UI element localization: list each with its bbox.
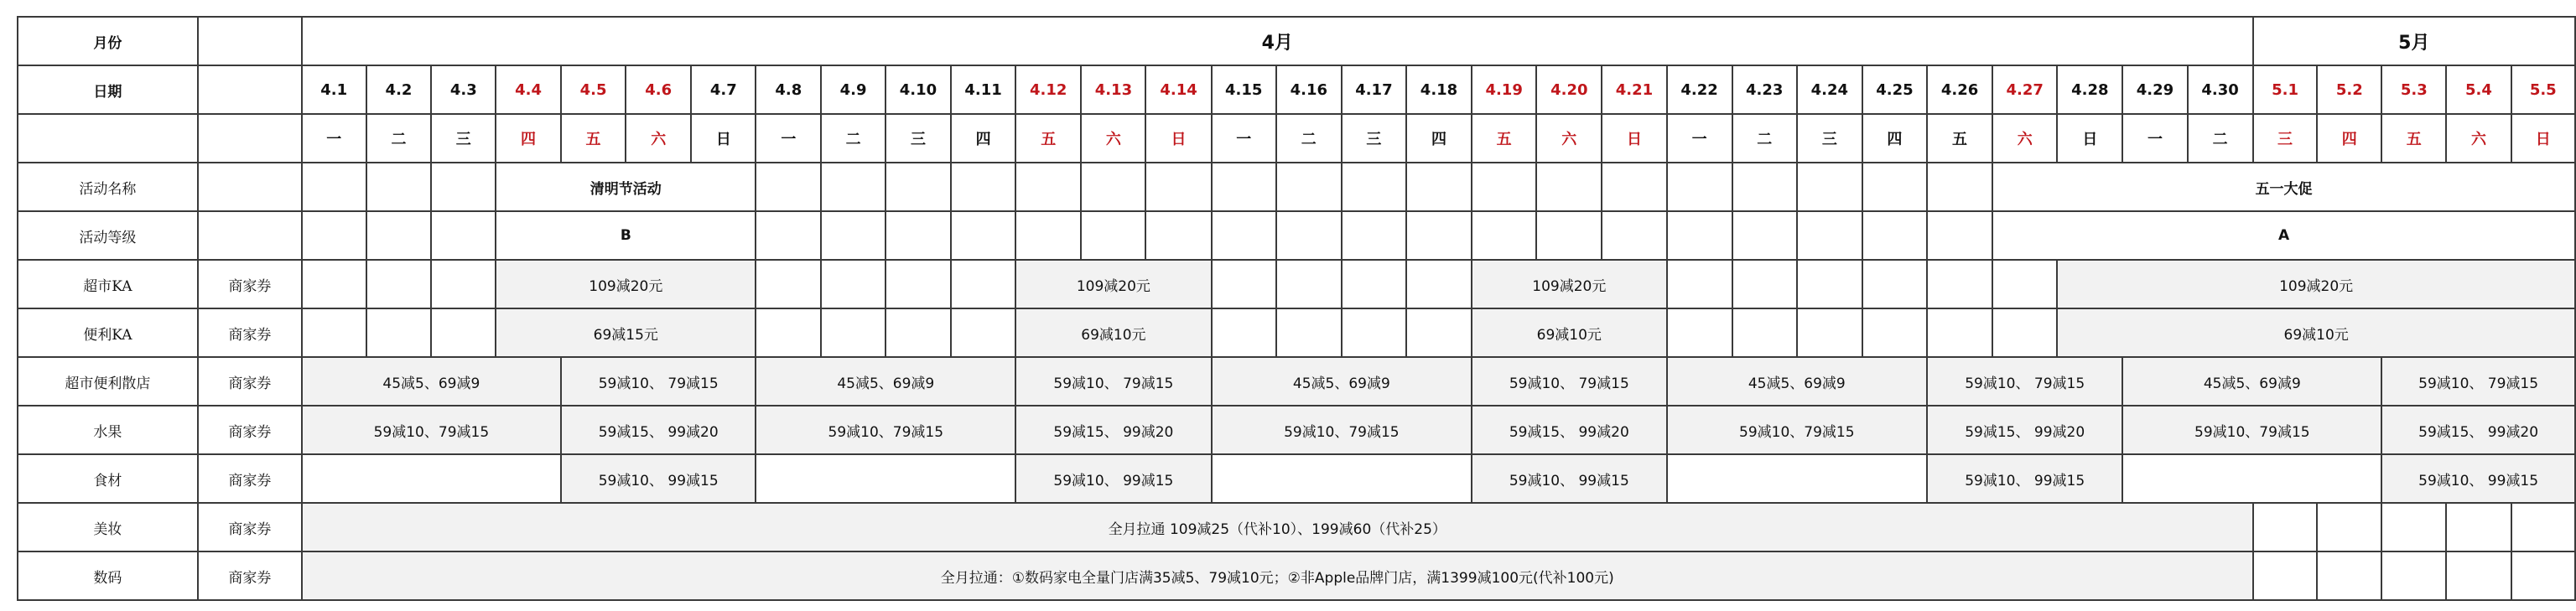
weekday-cell[interactable]: 三 (886, 114, 951, 163)
promo-cell[interactable]: 59减10、 99减15 (1927, 454, 2122, 503)
empty-cell[interactable] (1797, 163, 1862, 211)
date-cell[interactable]: 4.6 (626, 65, 691, 114)
empty-cell[interactable] (1472, 163, 1536, 211)
promo-cell[interactable]: 五一大促 (1992, 163, 2575, 211)
row-label[interactable]: 美妆 (18, 503, 198, 551)
empty-cell[interactable] (886, 308, 951, 357)
empty-cell[interactable] (1276, 308, 1342, 357)
empty-cell[interactable] (1212, 211, 1276, 260)
activity-row (18, 357, 2575, 406)
empty-cell[interactable] (302, 260, 366, 308)
weekday-cell[interactable]: 五 (1472, 114, 1536, 163)
activity-row (18, 406, 2575, 454)
weekday-cell[interactable]: 六 (1992, 114, 2057, 163)
date-cell[interactable]: 5.5 (2511, 65, 2575, 114)
promo-cell[interactable]: 59减10、 99减15 (2381, 454, 2575, 503)
date-cell[interactable]: 4.26 (1927, 65, 1992, 114)
weekday-cell[interactable]: 五 (1927, 114, 1992, 163)
empty-cell[interactable] (1342, 163, 1406, 211)
weekday-cell[interactable]: 日 (691, 114, 756, 163)
empty-cell[interactable] (1536, 163, 1602, 211)
date-cell[interactable]: 4.10 (886, 65, 951, 114)
row-label[interactable]: 便利KA (18, 308, 198, 357)
weekday-cell[interactable]: 二 (366, 114, 432, 163)
month-label[interactable]: 月份 (18, 17, 198, 65)
weekday-label-cell[interactable] (18, 114, 198, 163)
date-cell[interactable]: 4.8 (756, 65, 821, 114)
empty-cell[interactable] (302, 454, 561, 503)
promo-cell[interactable]: 45减5、69减9 (302, 357, 561, 406)
empty-cell[interactable] (756, 163, 821, 211)
activity-row (18, 163, 2575, 211)
date-cell[interactable]: 4.13 (1081, 65, 1145, 114)
weekday-cell[interactable]: 五 (561, 114, 626, 163)
weekday-cell[interactable]: 二 (1732, 114, 1797, 163)
month-may[interactable]: 5月 (2253, 17, 2575, 65)
empty-cell[interactable] (1015, 211, 1081, 260)
weekday-cell[interactable]: 二 (2188, 114, 2253, 163)
activity-row (18, 308, 2575, 357)
weekday-cell[interactable]: 六 (1081, 114, 1145, 163)
date-cell[interactable]: 4.20 (1536, 65, 1602, 114)
weekday-cell[interactable]: 六 (1536, 114, 1602, 163)
row-label[interactable]: 活动名称 (18, 163, 198, 211)
empty-cell[interactable] (2253, 551, 2318, 600)
empty-cell[interactable] (2381, 503, 2446, 551)
empty-cell[interactable] (1732, 260, 1797, 308)
empty-cell[interactable] (1342, 211, 1406, 260)
empty-cell[interactable] (1342, 260, 1406, 308)
empty-cell[interactable] (2317, 503, 2381, 551)
promo-cell[interactable]: 59减10、79减15 (1212, 406, 1472, 454)
empty-cell[interactable] (1406, 260, 1472, 308)
row-type[interactable]: 商家券 (198, 454, 302, 503)
empty-cell[interactable] (951, 211, 1015, 260)
activity-row (18, 211, 2575, 260)
promo-cell[interactable]: 清明节活动 (496, 163, 756, 211)
empty-cell[interactable] (1862, 308, 1927, 357)
date-cell[interactable]: 4.19 (1472, 65, 1536, 114)
weekday-cell[interactable]: 三 (431, 114, 496, 163)
date-cell[interactable]: 4.28 (2057, 65, 2122, 114)
empty-cell[interactable] (1602, 163, 1666, 211)
empty-cell[interactable] (1406, 308, 1472, 357)
promo-cell[interactable]: 69减10元 (1472, 308, 1666, 357)
row-type[interactable]: 商家券 (198, 503, 302, 551)
date-cell[interactable]: 4.16 (1276, 65, 1342, 114)
empty-cell[interactable] (1927, 211, 1992, 260)
promo-cell[interactable]: 59减10、79减15 (756, 406, 1015, 454)
weekday-cell[interactable]: 三 (1797, 114, 1862, 163)
promo-cell[interactable]: 59减10、 79减15 (2381, 357, 2575, 406)
weekday-cell[interactable]: 日 (1145, 114, 1211, 163)
empty-cell[interactable] (2446, 503, 2511, 551)
weekday-cell[interactable]: 一 (1667, 114, 1732, 163)
date-row (18, 65, 2575, 114)
empty-cell[interactable] (1212, 163, 1276, 211)
empty-cell[interactable] (886, 260, 951, 308)
empty-cell[interactable] (1992, 308, 2057, 357)
date-cell[interactable]: 4.30 (2188, 65, 2253, 114)
empty-cell[interactable] (821, 308, 886, 357)
empty-cell[interactable] (1732, 163, 1797, 211)
weekday-cell[interactable]: 四 (951, 114, 1015, 163)
empty-cell[interactable] (756, 211, 821, 260)
empty-cell[interactable] (1602, 211, 1666, 260)
date-cell[interactable]: 4.18 (1406, 65, 1472, 114)
date-cell[interactable]: 4.1 (302, 65, 366, 114)
empty-cell[interactable] (1732, 308, 1797, 357)
empty-cell[interactable] (1797, 211, 1862, 260)
weekday-cell[interactable]: 二 (1276, 114, 1342, 163)
promo-cell[interactable]: 109减20元 (496, 260, 756, 308)
month-april[interactable]: 4月 (302, 17, 2253, 65)
promo-cell[interactable]: 45减5、69减9 (756, 357, 1015, 406)
empty-cell[interactable] (1732, 211, 1797, 260)
promo-cell[interactable]: A (1992, 211, 2575, 260)
promo-cell[interactable]: 59减10、79减15 (2122, 406, 2381, 454)
promo-cell[interactable]: 59减10、79减15 (302, 406, 561, 454)
empty-cell[interactable] (1667, 163, 1732, 211)
date-cell[interactable]: 4.11 (951, 65, 1015, 114)
promo-cell[interactable]: 59减10、 99减15 (561, 454, 756, 503)
empty-cell[interactable] (366, 308, 432, 357)
weekday-cell[interactable]: 一 (2122, 114, 2187, 163)
row-type[interactable]: 商家券 (198, 357, 302, 406)
empty-cell[interactable] (302, 211, 366, 260)
date-cell[interactable]: 4.5 (561, 65, 626, 114)
date-cell[interactable]: 4.12 (1015, 65, 1081, 114)
promo-cell[interactable]: 59减15、 99减20 (561, 406, 756, 454)
promo-cell[interactable]: 69减10元 (2057, 308, 2575, 357)
weekday-cell[interactable]: 三 (2253, 114, 2318, 163)
empty-cell[interactable] (821, 163, 886, 211)
empty-cell[interactable] (1862, 163, 1927, 211)
promo-cell[interactable]: 59减15、 99减20 (1927, 406, 2122, 454)
empty-cell[interactable] (1862, 211, 1927, 260)
empty-cell[interactable] (951, 308, 1015, 357)
date-cell[interactable]: 4.3 (431, 65, 496, 114)
promo-cell[interactable]: 59减10、 79减15 (1015, 357, 1211, 406)
empty-cell[interactable] (366, 163, 432, 211)
activity-row (18, 454, 2575, 503)
weekday-cell[interactable]: 六 (626, 114, 691, 163)
date-cell[interactable]: 4.22 (1667, 65, 1732, 114)
promo-cell[interactable]: 59减15、 99减20 (1472, 406, 1666, 454)
month-row (18, 17, 2575, 65)
empty-cell[interactable] (2122, 454, 2381, 503)
promo-cell[interactable]: 59减10、 79减15 (1472, 357, 1666, 406)
empty-cell[interactable] (1276, 260, 1342, 308)
empty-cell[interactable] (1797, 260, 1862, 308)
promo-cell[interactable]: 59减10、 99减15 (1472, 454, 1666, 503)
empty-cell[interactable] (1667, 211, 1732, 260)
empty-cell[interactable] (366, 260, 432, 308)
empty-cell[interactable] (1406, 163, 1472, 211)
date-cell[interactable]: 4.29 (2122, 65, 2187, 114)
promo-cell[interactable]: 59减10、79减15 (1667, 406, 1927, 454)
row-type[interactable] (198, 163, 302, 211)
row-type[interactable]: 商家券 (198, 308, 302, 357)
row-type[interactable]: 商家券 (198, 551, 302, 600)
empty-cell[interactable] (1212, 308, 1276, 357)
date-cell[interactable]: 4.17 (1342, 65, 1406, 114)
date-cell[interactable]: 4.2 (366, 65, 432, 114)
promo-cell[interactable]: 59减10、 79减15 (561, 357, 756, 406)
empty-cell[interactable] (302, 308, 366, 357)
promo-cell[interactable]: 109减20元 (2057, 260, 2575, 308)
row-label[interactable]: 活动等级 (18, 211, 198, 260)
row-label[interactable]: 超市便利散店 (18, 357, 198, 406)
empty-cell[interactable] (1212, 260, 1276, 308)
empty-cell[interactable] (1081, 163, 1145, 211)
weekday-cell[interactable]: 三 (1342, 114, 1406, 163)
weekday-cell[interactable]: 五 (1015, 114, 1081, 163)
row-type[interactable]: 商家券 (198, 406, 302, 454)
date-cell[interactable]: 4.4 (496, 65, 561, 114)
row-type[interactable]: 商家券 (198, 260, 302, 308)
weekday-cell[interactable]: 六 (2446, 114, 2511, 163)
empty-cell[interactable] (951, 260, 1015, 308)
empty-cell[interactable] (1406, 211, 1472, 260)
date-cell[interactable]: 4.23 (1732, 65, 1797, 114)
empty-cell[interactable] (1927, 308, 1992, 357)
weekday-cell[interactable]: 日 (2511, 114, 2575, 163)
empty-cell[interactable] (431, 260, 496, 308)
row-label[interactable]: 水果 (18, 406, 198, 454)
empty-cell[interactable] (1276, 163, 1342, 211)
promo-calendar-table (17, 16, 2576, 601)
promo-cell[interactable]: 全月拉通：①数码家电全量门店满35减5、79减10元；②非Apple品牌门店，满1399减100元(代补100元) (302, 551, 2253, 600)
date-cell[interactable]: 4.25 (1862, 65, 1927, 114)
date-cell[interactable]: 5.4 (2446, 65, 2511, 114)
promo-cell[interactable]: 45减5、69减9 (1667, 357, 1927, 406)
empty-cell[interactable] (1862, 260, 1927, 308)
weekday-cell[interactable]: 一 (302, 114, 366, 163)
weekday-cell[interactable]: 日 (2057, 114, 2122, 163)
empty-cell[interactable] (2253, 503, 2318, 551)
row-label[interactable]: 食材 (18, 454, 198, 503)
empty-cell[interactable] (1472, 211, 1536, 260)
month-type-cell[interactable] (198, 17, 302, 65)
empty-cell[interactable] (1797, 308, 1862, 357)
promo-cell[interactable]: 59减15、 99减20 (2381, 406, 2575, 454)
empty-cell[interactable] (886, 211, 951, 260)
empty-cell[interactable] (1212, 454, 1472, 503)
activity-row (18, 551, 2575, 600)
empty-cell[interactable] (1667, 308, 1732, 357)
empty-cell[interactable] (366, 211, 432, 260)
promo-cell[interactable]: 全月拉通 109减25（代补10）、199减60（代补25） (302, 503, 2253, 551)
date-cell[interactable]: 4.15 (1212, 65, 1276, 114)
empty-cell[interactable] (1342, 308, 1406, 357)
empty-cell[interactable] (1081, 211, 1145, 260)
empty-cell[interactable] (1667, 454, 1927, 503)
activity-row (18, 260, 2575, 308)
date-label[interactable]: 日期 (18, 65, 198, 114)
empty-cell[interactable] (431, 308, 496, 357)
empty-cell[interactable] (821, 211, 886, 260)
promo-cell[interactable]: 45减5、69减9 (2122, 357, 2381, 406)
promo-cell[interactable]: 59减10、 79减15 (1927, 357, 2122, 406)
empty-cell[interactable] (1927, 260, 1992, 308)
empty-cell[interactable] (2317, 551, 2381, 600)
empty-cell[interactable] (1992, 260, 2057, 308)
empty-cell[interactable] (2511, 503, 2575, 551)
promo-cell[interactable]: 69减10元 (1015, 308, 1211, 357)
empty-cell[interactable] (756, 260, 821, 308)
date-type-cell[interactable] (198, 65, 302, 114)
empty-cell[interactable] (756, 308, 821, 357)
promo-cell[interactable]: 45减5、69减9 (1212, 357, 1472, 406)
empty-cell[interactable] (2381, 551, 2446, 600)
weekday-cell[interactable]: 五 (2381, 114, 2446, 163)
empty-cell[interactable] (1536, 211, 1602, 260)
promo-cell[interactable]: 59减10、 99减15 (1015, 454, 1211, 503)
weekday-cell[interactable]: 日 (1602, 114, 1666, 163)
empty-cell[interactable] (1927, 163, 1992, 211)
empty-cell[interactable] (1276, 211, 1342, 260)
empty-cell[interactable] (951, 163, 1015, 211)
weekday-cell[interactable]: 四 (1406, 114, 1472, 163)
date-cell[interactable]: 5.2 (2317, 65, 2381, 114)
weekday-type-cell[interactable] (198, 114, 302, 163)
date-cell[interactable]: 4.14 (1145, 65, 1211, 114)
date-cell[interactable]: 4.21 (1602, 65, 1666, 114)
empty-cell[interactable] (2446, 551, 2511, 600)
empty-cell[interactable] (1145, 211, 1211, 260)
empty-cell[interactable] (1015, 163, 1081, 211)
empty-cell[interactable] (886, 163, 951, 211)
weekday-cell[interactable]: 四 (496, 114, 561, 163)
date-cell[interactable]: 4.27 (1992, 65, 2057, 114)
empty-cell[interactable] (431, 163, 496, 211)
promo-cell[interactable]: 59减15、 99减20 (1015, 406, 1211, 454)
weekday-cell[interactable]: 一 (1212, 114, 1276, 163)
row-type[interactable] (198, 211, 302, 260)
promo-cell[interactable]: 109减20元 (1015, 260, 1211, 308)
date-cell[interactable]: 4.7 (691, 65, 756, 114)
promo-cell[interactable]: 109减20元 (1472, 260, 1666, 308)
date-cell[interactable]: 4.9 (821, 65, 886, 114)
date-cell[interactable]: 4.24 (1797, 65, 1862, 114)
weekday-cell[interactable]: 四 (1862, 114, 1927, 163)
date-cell[interactable]: 5.1 (2253, 65, 2318, 114)
empty-cell[interactable] (431, 211, 496, 260)
date-cell[interactable]: 5.3 (2381, 65, 2446, 114)
empty-cell[interactable] (756, 454, 1015, 503)
weekday-row (18, 114, 2575, 163)
empty-cell[interactable] (302, 163, 366, 211)
empty-cell[interactable] (1145, 163, 1211, 211)
empty-cell[interactable] (821, 260, 886, 308)
promo-cell[interactable]: 69减15元 (496, 308, 756, 357)
activity-row (18, 503, 2575, 551)
weekday-cell[interactable]: 四 (2317, 114, 2381, 163)
empty-cell[interactable] (1667, 260, 1732, 308)
promo-cell[interactable]: B (496, 211, 756, 260)
empty-cell[interactable] (2511, 551, 2575, 600)
weekday-cell[interactable]: 二 (821, 114, 886, 163)
row-label[interactable]: 数码 (18, 551, 198, 600)
row-label[interactable]: 超市KA (18, 260, 198, 308)
weekday-cell[interactable]: 一 (756, 114, 821, 163)
